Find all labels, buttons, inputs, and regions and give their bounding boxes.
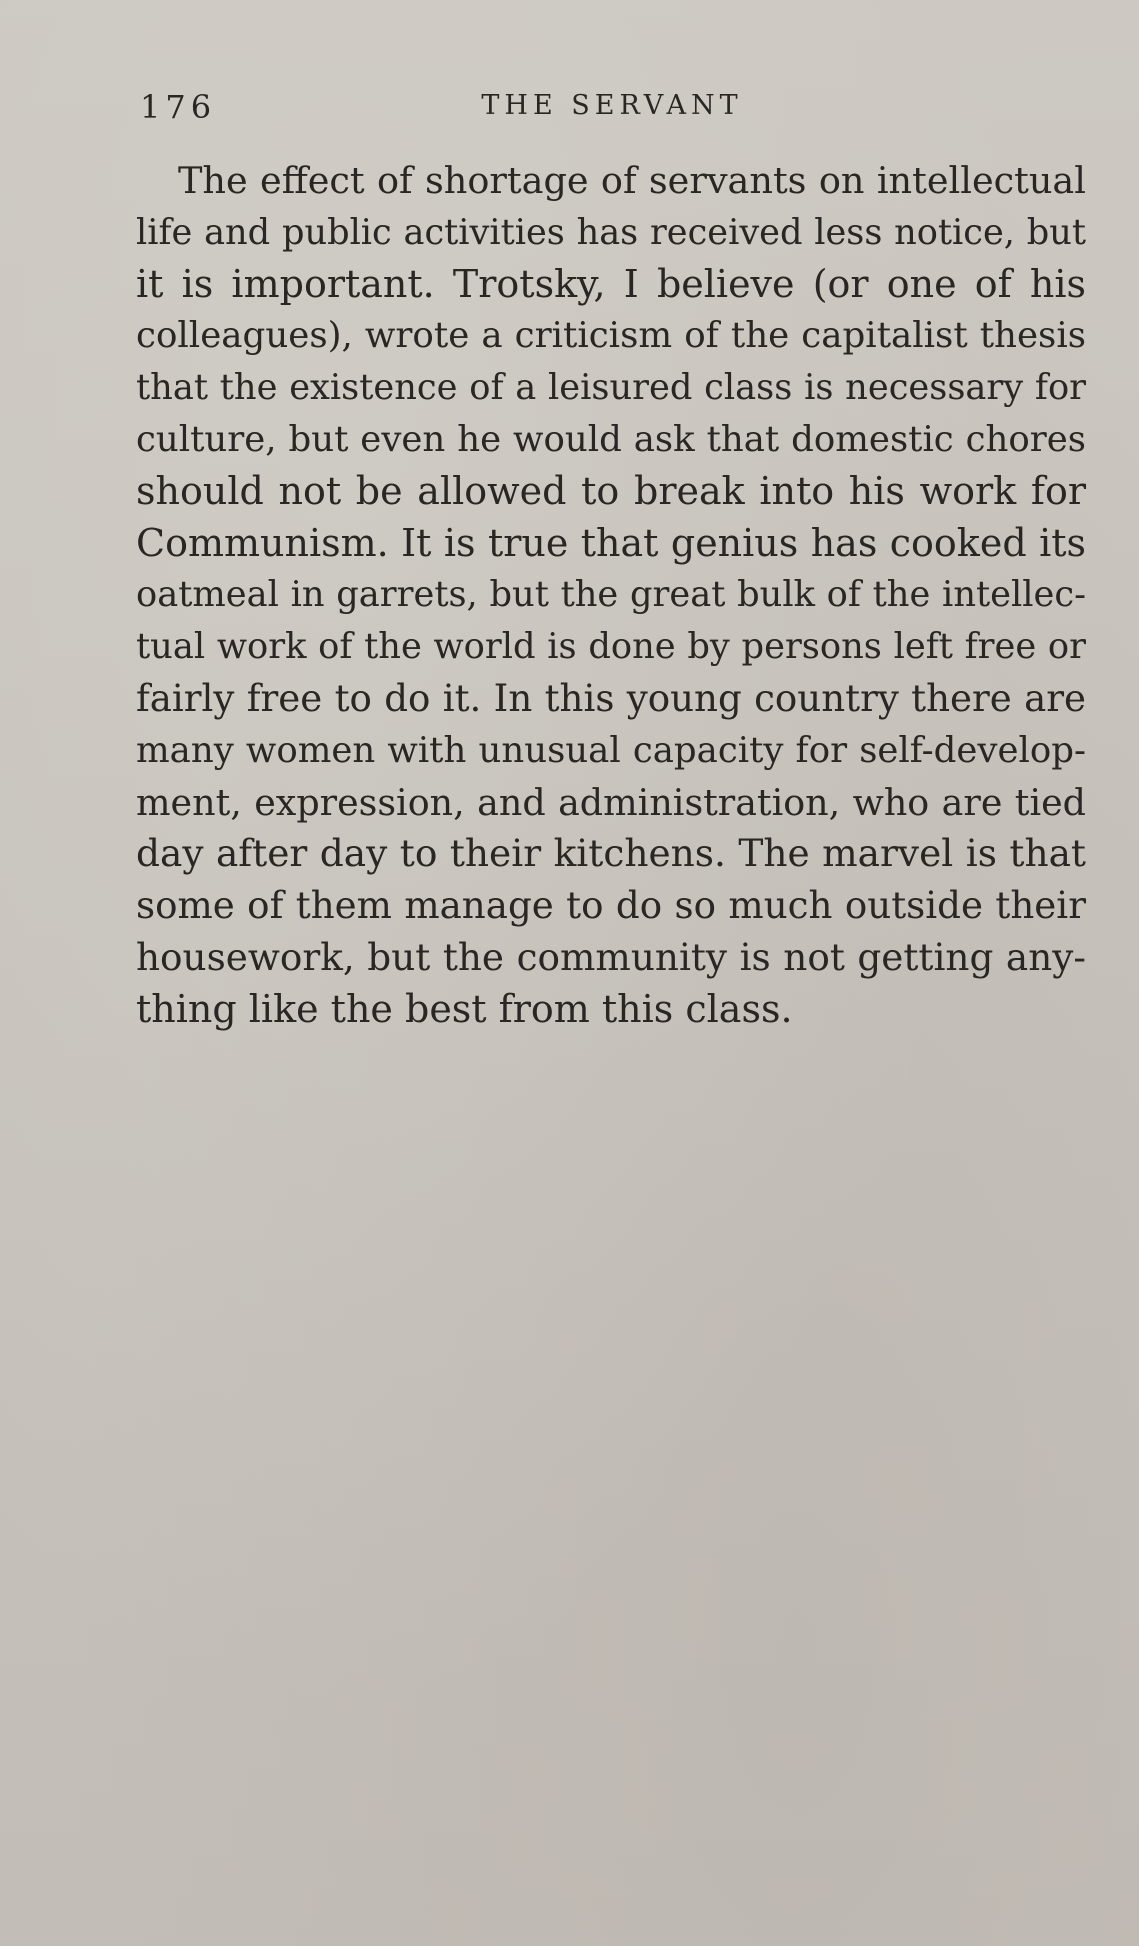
- page-number: 176: [140, 88, 217, 126]
- running-head-title: THE SERVANT: [481, 90, 743, 121]
- text-line: fairly free to do it. In this young country there are: [136, 675, 1086, 720]
- text-line: day after day to their kitchens. The marvel is that: [136, 831, 1086, 876]
- text-line: The effect of shortage of servants on intellectual: [178, 159, 1086, 202]
- text-line: thing like the best from this class.: [136, 986, 793, 1031]
- text-line: that the existence of a leisured class is necessary for: [136, 367, 1086, 409]
- text-line: ment, expression, and administration, who are tied: [136, 780, 1086, 824]
- text-line: some of them manage to do so much outside their: [136, 883, 1086, 928]
- running-head: [140, 88, 1084, 128]
- text-line: culture, but even he would ask that domestic chores: [136, 418, 1086, 460]
- text-line: should not be allowed to break into his work for: [136, 468, 1086, 513]
- text-line: life and public activities has received less notice, but: [136, 211, 1086, 253]
- text-line: many women with unusual capacity for self-develop-: [136, 729, 1086, 771]
- text-line: oatmeal in garrets, but the great bulk of the intellec-: [136, 574, 1086, 616]
- text-line: housework, but the community is not getting any-: [136, 934, 1086, 979]
- text-line: tual work of the world is done by persons left free or: [136, 626, 1086, 668]
- text-line: colleagues), wrote a criticism of the capitalist thesis: [136, 315, 1086, 357]
- body-paragraph: [136, 155, 1086, 1036]
- text-line: it is important. Trotsky, I believe (or one of his: [136, 261, 1086, 306]
- text-line: Communism. It is true that genius has cooked its: [136, 520, 1086, 565]
